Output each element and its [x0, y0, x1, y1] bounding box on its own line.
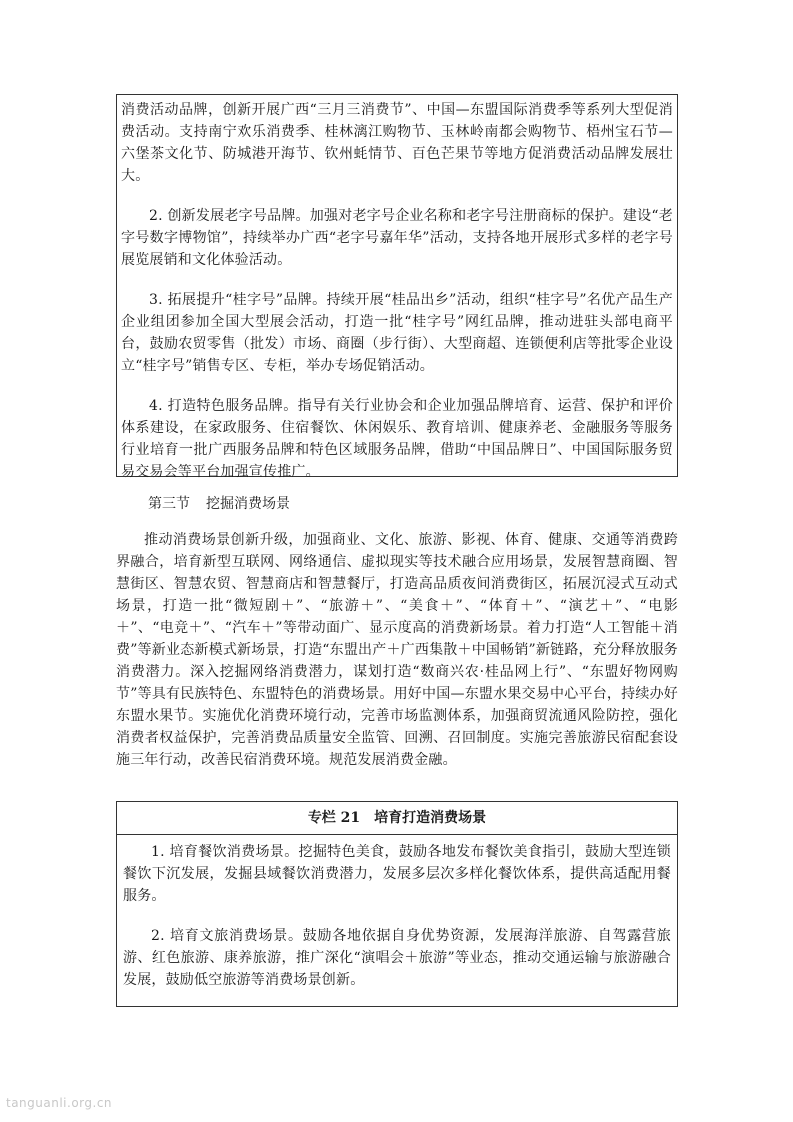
box1-item-4: 4. 打造特色服务品牌。指导有关行业协会和企业加强品牌培育、运营、保护和评价体系建设，在家政服务、住宿餐饮、休闲娱乐、教育培训、健康养老、金融服务等服务行业培育一批广西服务品牌和特色区域服务品牌，借助“中国品牌日”、中国国际服务贸易交易会等平台加强宣传推广。	[121, 398, 673, 480]
box1-paragraph-continued: 消费活动品牌，创新开展广西“三月三消费节”、中国—东盟国际消费季等系列大型促消费活动。支持南宁欢乐消费季、桂林漓江购物节、玉林岭南都会购物节、梧州宝石节—六堡茶文化节、防城港开海节、钦州蚝情节、百色芒果节等地方促消费活动品牌发展壮大。	[121, 102, 673, 184]
column-box-brands	[116, 94, 678, 480]
box1-item-2: 2. 创新发展老字号品牌。加强对老字号企业名称和老字号注册商标的保护。建设“老字号数字博物馆”，持续举办广西“老字号嘉年华”活动，支持各地开展形式多样的老字号展览展销和文化体验活动。	[121, 208, 673, 268]
body-paragraph: 推动消费场景创新升级，加强商业、文化、旅游、影视、体育、健康、交通等消费跨界融合，培育新型互联网、网络通信、虚拟现实等技术融合应用场景，发展智慧商圈、智慧街区、智慧农贸、智慧商店和智慧餐厅，打造高品质夜间消费街区，拓展沉浸式互动式场景，打造一批“微短剧＋”、“旅游＋”、“美食＋”、“体育＋”、“演艺＋”、“电影＋”、“电竞＋”、“汽车＋”等带动面广、显示度高的消费新场景。着力打造“人工智能＋消费”等新业态新模式新场景，打造“东盟出产＋广西集散＋中国畅销”新链路，充分释放服务消费潜力。深入挖掘网络消费潜力，谋划打造“数商兴农·桂品网上行”、“东盟好物网购节”等具有民族特色、东盟特色的消费场景。用好中国—东盟水果交易中心平台，持续办好东盟水果节。实施优化消费环境行动，完善市场监测体系，加强商贸流通风险防控，强化消费者权益保护，完善消费品质量安全监管、回溯、召回制度。实施完善旅游民宿配套设施三年行动，改善民宿消费环境。规范发展消费金融。	[116, 532, 678, 768]
box2-item-2: 2. 培育文旅消费场景。鼓励各地依据自身优势资源，发展海洋旅游、自驾露营旅游、红色旅游、康养旅游，推广深化“演唱会＋旅游”等业态，推动交通运输与旅游融合发展，鼓励低空旅游等消费场景创新。	[123, 928, 671, 988]
section-heading	[148, 493, 290, 515]
box1-item-3: 3. 拓展提升“桂字号”品牌。持续开展“桂品出乡”活动，组织“桂字号”名优产品生产企业组团参加全国大型展会活动，打造一批“桂字号”网红品牌，推动进驻头部电商平台，鼓励农贸零售（批发）市场、商圈（步行街）、大型商超、连锁便利店等批零企业设立“桂字号”销售专区、专柜，举办专场促销活动。	[121, 292, 673, 374]
watermark: tanguanli.org.cn	[6, 1096, 113, 1110]
box2-title: 专栏 21 培育打造消费场景	[117, 802, 677, 835]
box2-body	[117, 835, 677, 991]
column-box-scenes	[116, 801, 678, 1007]
box2-item-1: 1. 培育餐饮消费场景。挖掘特色美食，鼓励各地发布餐饮美食指引，鼓励大型连锁餐饮下沉发展，发掘县域餐饮消费潜力，发展多层次多样化餐饮体系，提供高适配用餐服务。	[123, 844, 671, 904]
section-title: 挖掘消费场景	[206, 496, 290, 512]
section-body	[116, 529, 678, 771]
section-number: 第三节	[148, 496, 190, 512]
